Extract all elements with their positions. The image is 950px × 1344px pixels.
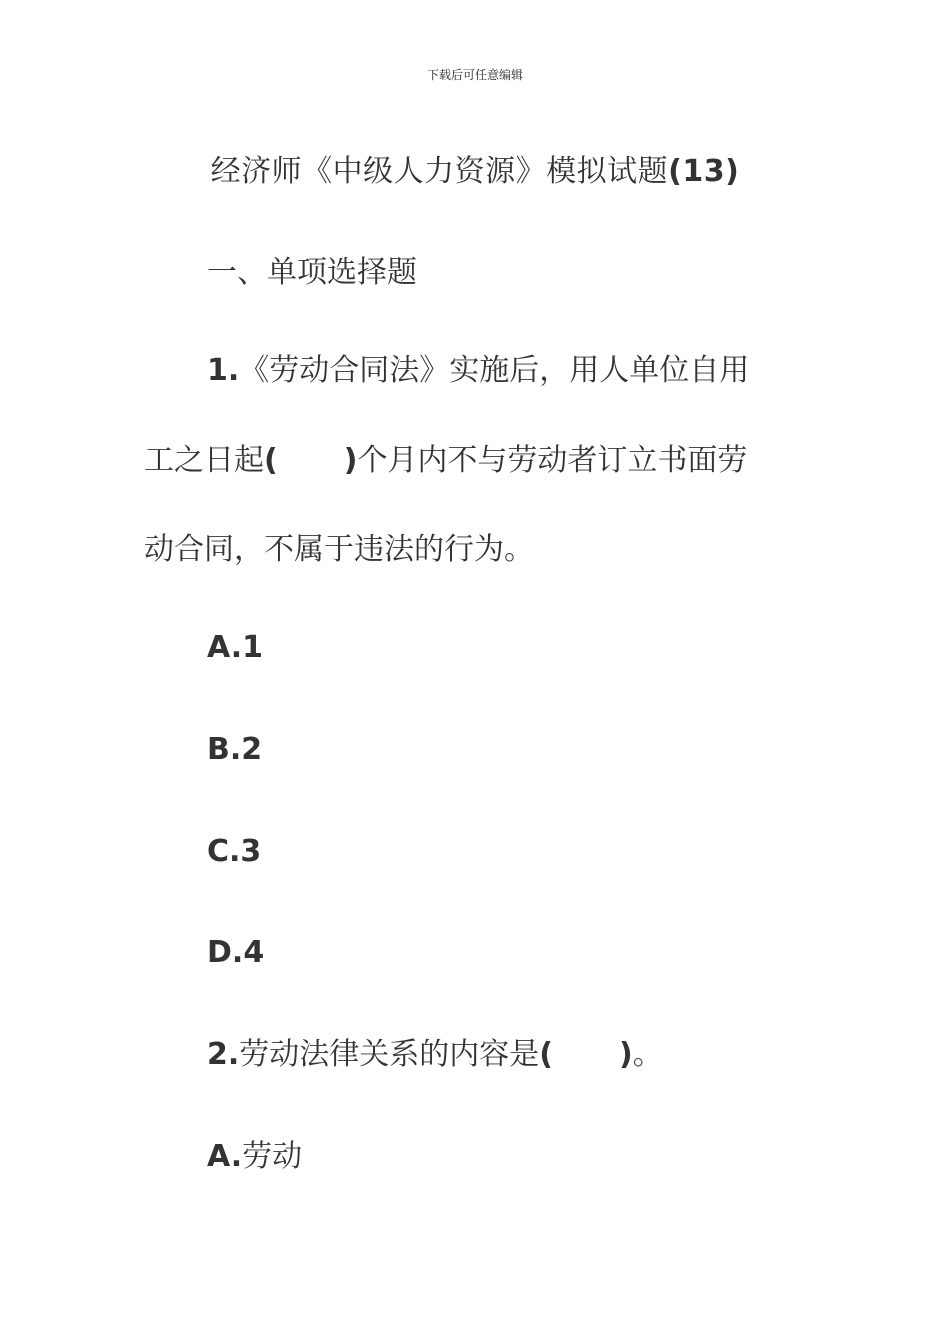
blank-close-paren: )	[343, 443, 358, 478]
blank-close-paren: )	[619, 1037, 633, 1072]
option-text: 4	[243, 935, 265, 970]
question-2	[207, 1033, 663, 1077]
question-text: 。	[632, 1037, 663, 1072]
option-c	[207, 830, 261, 874]
question-text: 《劳动合同法》实施后，用人单位自用	[239, 353, 750, 388]
option-a	[207, 626, 263, 670]
option-b	[207, 728, 262, 772]
option-letter: B.	[207, 732, 242, 767]
option-letter: A.	[207, 630, 243, 665]
option-text: 1	[242, 630, 264, 665]
option-d	[207, 931, 264, 975]
document-title	[0, 150, 950, 194]
question-1-line-2	[144, 439, 747, 483]
title-text: 经济师《中级人力资源》模拟试题	[210, 154, 669, 189]
option-text: 劳动	[242, 1139, 303, 1174]
question-1-line-3: 动合同，不属于违法的行为。	[144, 532, 534, 567]
question-text: 个月内不与劳动者订立书面劳	[357, 443, 748, 478]
header-note: 下载后可任意编辑	[426, 68, 523, 82]
question-1-line-1	[207, 349, 749, 393]
option-letter: A.	[207, 1139, 243, 1174]
question-text: 劳动法律关系的内容是	[239, 1037, 540, 1072]
option-text: 2	[241, 732, 263, 767]
option-text: 3	[240, 834, 262, 869]
option-a	[207, 1135, 302, 1179]
blank-open-paren: (	[264, 443, 278, 478]
question-number: 1.	[207, 353, 240, 388]
section-heading: 一、单项选择题	[207, 255, 417, 290]
question-number: 2.	[207, 1037, 240, 1072]
option-letter: D.	[207, 935, 244, 970]
title-number: (13)	[668, 154, 740, 189]
blank-open-paren: (	[539, 1037, 553, 1072]
option-letter: C.	[207, 834, 241, 869]
question-text: 工之日起	[144, 443, 264, 478]
